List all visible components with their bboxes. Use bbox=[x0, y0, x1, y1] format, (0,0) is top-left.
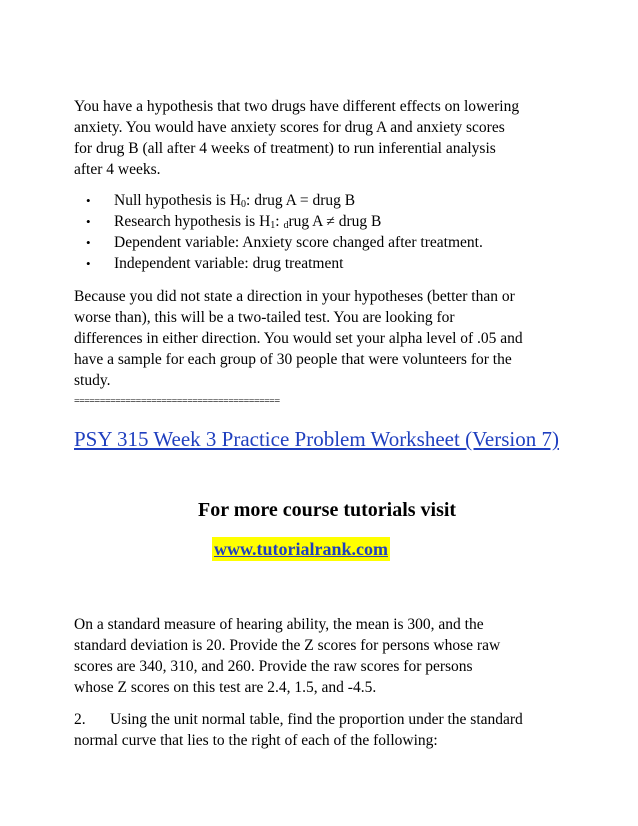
tutorialrank-link[interactable]: www.tutorialrank.com bbox=[214, 539, 388, 559]
hearing-line: standard deviation is 20. Provide the Z scores for persons whose raw bbox=[74, 637, 501, 654]
hearing-paragraph bbox=[74, 614, 574, 698]
direction-line: differences in either direction. You would set your alpha level of .05 and bbox=[74, 330, 523, 347]
direction-line: study. bbox=[74, 372, 111, 389]
direction-line: have a sample for each group of 30 people that were volunteers for the bbox=[74, 351, 512, 368]
list-item: • Independent variable: drug treatment bbox=[86, 253, 483, 274]
intro-line: anxiety. You would have anxiety scores for drug A and anxiety scores bbox=[74, 119, 505, 136]
separator-line: ======================================== bbox=[74, 396, 280, 407]
hearing-line: On a standard measure of hearing ability, the mean is 300, and the bbox=[74, 616, 484, 633]
hypothesis-list bbox=[86, 190, 483, 274]
question-number: 2. bbox=[74, 711, 86, 728]
list-item: • Research hypothesis is $H_1$: $_d$rug A ≠ drug B bbox=[86, 211, 483, 232]
intro-line: for drug B (all after 4 weeks of treatment) to run inferential analysis bbox=[74, 140, 496, 157]
direction-line: Because you did not state a direction in your hypotheses (better than or bbox=[74, 288, 515, 305]
direction-line: worse than), this will be a two-tailed test. You are looking for bbox=[74, 309, 455, 326]
list-item: • Null hypothesis is $H_0$: drug A = drug B bbox=[86, 190, 483, 211]
list-item: • Dependent variable: Anxiety score changed after treatment. bbox=[86, 232, 483, 253]
intro-line: after 4 weeks. bbox=[74, 161, 161, 178]
intro-paragraph bbox=[74, 96, 574, 180]
question-line: Using the unit normal table, find the proportion under the standard bbox=[110, 711, 523, 728]
question-line: normal curve that lies to the right of each of the following: bbox=[74, 732, 438, 749]
worksheet-title-link[interactable]: PSY 315 Week 3 Practice Problem Worksheet (Version 7) bbox=[74, 427, 559, 451]
hearing-line: scores are 340, 310, and 260. Provide the raw scores for persons bbox=[74, 658, 473, 675]
question-2 bbox=[74, 709, 523, 751]
intro-line: You have a hypothesis that two drugs have different effects on lowering bbox=[74, 98, 520, 115]
visit-heading: For more course tutorials visit bbox=[198, 499, 457, 521]
hearing-line: whose Z scores on this test are 2.4, 1.5, and -4.5. bbox=[74, 679, 377, 696]
direction-paragraph bbox=[74, 286, 574, 391]
